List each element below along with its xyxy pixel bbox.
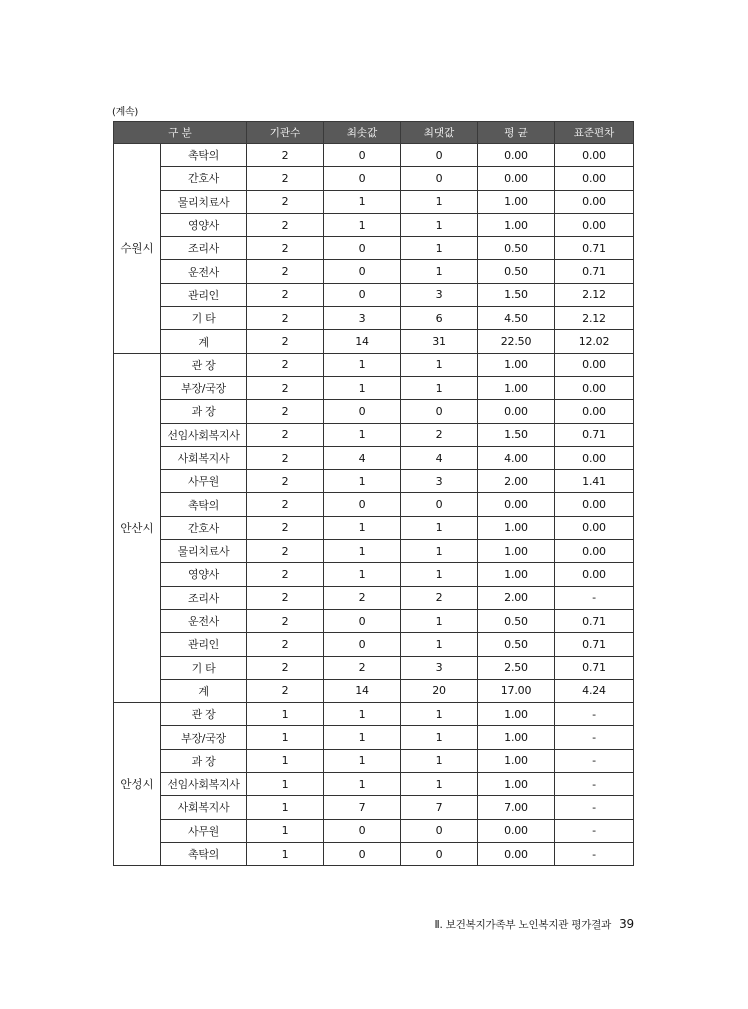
- category-cell: 운전사: [161, 609, 247, 632]
- stddev-cell: 0.00: [555, 493, 634, 516]
- mean-cell: 1.00: [478, 563, 555, 586]
- stddev-cell: 0.00: [555, 144, 634, 167]
- max-cell: 3: [401, 283, 478, 306]
- table-row: [114, 167, 634, 190]
- min-cell: 0: [324, 842, 401, 865]
- institution-count-cell: 1: [247, 796, 324, 819]
- table-row: [114, 353, 634, 376]
- min-cell: 1: [324, 353, 401, 376]
- category-cell: 물리치료사: [161, 540, 247, 563]
- institution-count-cell: 2: [247, 400, 324, 423]
- min-cell: 14: [324, 679, 401, 702]
- max-cell: 0: [401, 819, 478, 842]
- institution-count-cell: 2: [247, 213, 324, 236]
- min-cell: 1: [324, 213, 401, 236]
- institution-count-cell: 2: [247, 446, 324, 469]
- table-row: [114, 749, 634, 772]
- mean-cell: 1.50: [478, 283, 555, 306]
- max-cell: 1: [401, 773, 478, 796]
- mean-cell: 2.00: [478, 470, 555, 493]
- mean-cell: 7.00: [478, 796, 555, 819]
- min-cell: 1: [324, 563, 401, 586]
- mean-cell: 1.00: [478, 213, 555, 236]
- stddev-cell: -: [555, 819, 634, 842]
- table-row: [114, 213, 634, 236]
- mean-cell: 0.00: [478, 819, 555, 842]
- category-cell: 사무원: [161, 470, 247, 493]
- stddev-cell: 2.12: [555, 307, 634, 330]
- min-cell: 2: [324, 586, 401, 609]
- header-category: 구 분: [114, 122, 247, 144]
- institution-count-cell: 2: [247, 237, 324, 260]
- max-cell: 31: [401, 330, 478, 353]
- stddev-cell: 0.00: [555, 213, 634, 236]
- category-cell: 영양사: [161, 563, 247, 586]
- mean-cell: 1.00: [478, 353, 555, 376]
- stddev-cell: -: [555, 703, 634, 726]
- category-cell: 과 장: [161, 749, 247, 772]
- category-cell: 사회복지사: [161, 796, 247, 819]
- mean-cell: 1.00: [478, 540, 555, 563]
- min-cell: 1: [324, 516, 401, 539]
- stddev-cell: 0.00: [555, 353, 634, 376]
- table-row: [114, 773, 634, 796]
- category-cell: 물리치료사: [161, 190, 247, 213]
- stddev-cell: 1.41: [555, 470, 634, 493]
- max-cell: 1: [401, 516, 478, 539]
- institution-count-cell: 2: [247, 540, 324, 563]
- min-cell: 1: [324, 376, 401, 399]
- category-cell: 기 타: [161, 307, 247, 330]
- category-cell: 관리인: [161, 633, 247, 656]
- mean-cell: 1.00: [478, 516, 555, 539]
- min-cell: 1: [324, 423, 401, 446]
- institution-count-cell: 2: [247, 656, 324, 679]
- category-cell: 부장/국장: [161, 376, 247, 399]
- institution-count-cell: 2: [247, 516, 324, 539]
- max-cell: 2: [401, 586, 478, 609]
- institution-count-cell: 2: [247, 353, 324, 376]
- min-cell: 2: [324, 656, 401, 679]
- footer-chapter-title: Ⅱ. 보건복지가족부 노인복지관 평가결과: [434, 919, 612, 931]
- institution-count-cell: 2: [247, 283, 324, 306]
- category-cell: 계: [161, 330, 247, 353]
- mean-cell: 1.00: [478, 703, 555, 726]
- institution-count-cell: 2: [247, 563, 324, 586]
- mean-cell: 4.50: [478, 307, 555, 330]
- max-cell: 1: [401, 703, 478, 726]
- table-row: [114, 470, 634, 493]
- table-row: [114, 586, 634, 609]
- category-cell: 관 장: [161, 353, 247, 376]
- table-row: [114, 283, 634, 306]
- mean-cell: 0.00: [478, 400, 555, 423]
- institution-count-cell: 2: [247, 144, 324, 167]
- institution-count-cell: 2: [247, 423, 324, 446]
- institution-count-cell: 2: [247, 330, 324, 353]
- table-row: [114, 446, 634, 469]
- min-cell: 1: [324, 749, 401, 772]
- min-cell: 0: [324, 400, 401, 423]
- table-row: [114, 633, 634, 656]
- stddev-cell: 0.00: [555, 563, 634, 586]
- category-cell: 사회복지사: [161, 446, 247, 469]
- stddev-cell: -: [555, 586, 634, 609]
- stddev-cell: 0.00: [555, 190, 634, 213]
- table-row: [114, 516, 634, 539]
- mean-cell: 4.00: [478, 446, 555, 469]
- table-row: [114, 260, 634, 283]
- min-cell: 1: [324, 703, 401, 726]
- table-row: [114, 330, 634, 353]
- max-cell: 0: [401, 842, 478, 865]
- max-cell: 0: [401, 144, 478, 167]
- header-institution-count: 기관수: [247, 122, 324, 144]
- max-cell: 6: [401, 307, 478, 330]
- stddev-cell: 0.00: [555, 540, 634, 563]
- mean-cell: 0.50: [478, 260, 555, 283]
- institution-count-cell: 2: [247, 493, 324, 516]
- stddev-cell: 0.71: [555, 237, 634, 260]
- max-cell: 1: [401, 213, 478, 236]
- header-stddev: 표준편차: [555, 122, 634, 144]
- max-cell: 1: [401, 190, 478, 213]
- category-cell: 촉탁의: [161, 144, 247, 167]
- stddev-cell: -: [555, 842, 634, 865]
- max-cell: 4: [401, 446, 478, 469]
- institution-count-cell: 2: [247, 260, 324, 283]
- max-cell: 1: [401, 633, 478, 656]
- category-cell: 선임사회복지사: [161, 423, 247, 446]
- mean-cell: 1.00: [478, 773, 555, 796]
- max-cell: 1: [401, 540, 478, 563]
- stddev-cell: 0.00: [555, 446, 634, 469]
- region-cell: 안성시: [114, 703, 161, 866]
- table-header: [114, 122, 634, 144]
- mean-cell: 22.50: [478, 330, 555, 353]
- institution-count-cell: 2: [247, 609, 324, 632]
- institution-count-cell: 1: [247, 819, 324, 842]
- min-cell: 0: [324, 167, 401, 190]
- table-row: [114, 796, 634, 819]
- mean-cell: 1.00: [478, 726, 555, 749]
- max-cell: 0: [401, 493, 478, 516]
- stddev-cell: 12.02: [555, 330, 634, 353]
- category-cell: 운전사: [161, 260, 247, 283]
- institution-count-cell: 2: [247, 679, 324, 702]
- table-row: [114, 540, 634, 563]
- region-cell: 안산시: [114, 353, 161, 702]
- max-cell: 0: [401, 400, 478, 423]
- institution-count-cell: 2: [247, 633, 324, 656]
- max-cell: 3: [401, 656, 478, 679]
- header-max: 최댓값: [401, 122, 478, 144]
- mean-cell: 0.50: [478, 237, 555, 260]
- min-cell: 1: [324, 470, 401, 493]
- mean-cell: 1.00: [478, 190, 555, 213]
- stddev-cell: 0.00: [555, 376, 634, 399]
- stddev-cell: -: [555, 749, 634, 772]
- table-row: [114, 609, 634, 632]
- table-row: [114, 307, 634, 330]
- category-cell: 조리사: [161, 586, 247, 609]
- institution-count-cell: 2: [247, 167, 324, 190]
- category-cell: 간호사: [161, 516, 247, 539]
- stddev-cell: 4.24: [555, 679, 634, 702]
- max-cell: 1: [401, 563, 478, 586]
- institution-count-cell: 2: [247, 470, 324, 493]
- category-cell: 선임사회복지사: [161, 773, 247, 796]
- table-body: [114, 144, 634, 866]
- stddev-cell: -: [555, 726, 634, 749]
- category-cell: 관 장: [161, 703, 247, 726]
- category-cell: 계: [161, 679, 247, 702]
- page-number: 39: [619, 917, 634, 931]
- page-footer: [435, 917, 634, 932]
- table-row: [114, 423, 634, 446]
- mean-cell: 0.50: [478, 633, 555, 656]
- category-cell: 영양사: [161, 213, 247, 236]
- table-row: [114, 376, 634, 399]
- table-row: [114, 144, 634, 167]
- max-cell: 1: [401, 609, 478, 632]
- mean-cell: 1.50: [478, 423, 555, 446]
- max-cell: 1: [401, 237, 478, 260]
- institution-count-cell: 2: [247, 190, 324, 213]
- mean-cell: 1.00: [478, 376, 555, 399]
- max-cell: 0: [401, 167, 478, 190]
- min-cell: 1: [324, 773, 401, 796]
- continued-label: (계속): [112, 107, 138, 118]
- min-cell: 0: [324, 144, 401, 167]
- stddev-cell: 0.71: [555, 656, 634, 679]
- max-cell: 1: [401, 726, 478, 749]
- region-cell: 수원시: [114, 144, 161, 354]
- institution-count-cell: 1: [247, 749, 324, 772]
- min-cell: 0: [324, 260, 401, 283]
- max-cell: 2: [401, 423, 478, 446]
- stddev-cell: 2.12: [555, 283, 634, 306]
- mean-cell: 0.00: [478, 167, 555, 190]
- table-row: [114, 493, 634, 516]
- institution-count-cell: 1: [247, 726, 324, 749]
- table-row: [114, 237, 634, 260]
- max-cell: 1: [401, 376, 478, 399]
- mean-cell: 0.50: [478, 609, 555, 632]
- min-cell: 0: [324, 283, 401, 306]
- table-row: [114, 842, 634, 865]
- table-row: [114, 400, 634, 423]
- table-row: [114, 656, 634, 679]
- stddev-cell: -: [555, 796, 634, 819]
- header-mean: 평 균: [478, 122, 555, 144]
- max-cell: 7: [401, 796, 478, 819]
- institution-count-cell: 1: [247, 842, 324, 865]
- institution-count-cell: 1: [247, 703, 324, 726]
- stddev-cell: 0.00: [555, 167, 634, 190]
- min-cell: 0: [324, 493, 401, 516]
- min-cell: 0: [324, 609, 401, 632]
- min-cell: 0: [324, 237, 401, 260]
- min-cell: 0: [324, 819, 401, 842]
- mean-cell: 17.00: [478, 679, 555, 702]
- category-cell: 조리사: [161, 237, 247, 260]
- min-cell: 7: [324, 796, 401, 819]
- max-cell: 1: [401, 749, 478, 772]
- stddev-cell: 0.71: [555, 423, 634, 446]
- stddev-cell: 0.71: [555, 609, 634, 632]
- category-cell: 부장/국장: [161, 726, 247, 749]
- min-cell: 0: [324, 633, 401, 656]
- mean-cell: 2.50: [478, 656, 555, 679]
- category-cell: 간호사: [161, 167, 247, 190]
- institution-count-cell: 1: [247, 773, 324, 796]
- mean-cell: 0.00: [478, 493, 555, 516]
- institution-count-cell: 2: [247, 586, 324, 609]
- category-cell: 사무원: [161, 819, 247, 842]
- min-cell: 1: [324, 726, 401, 749]
- category-cell: 기 타: [161, 656, 247, 679]
- table-row: [114, 703, 634, 726]
- header-row: [114, 122, 634, 144]
- staff-statistics-table: [113, 121, 634, 866]
- mean-cell: 2.00: [478, 586, 555, 609]
- table-row: [114, 679, 634, 702]
- stddev-cell: 0.00: [555, 516, 634, 539]
- min-cell: 1: [324, 190, 401, 213]
- institution-count-cell: 2: [247, 307, 324, 330]
- min-cell: 1: [324, 540, 401, 563]
- table-row: [114, 563, 634, 586]
- category-cell: 촉탁의: [161, 842, 247, 865]
- table-row: [114, 819, 634, 842]
- institution-count-cell: 2: [247, 376, 324, 399]
- stddev-cell: 0.71: [555, 260, 634, 283]
- mean-cell: 0.00: [478, 842, 555, 865]
- table-row: [114, 726, 634, 749]
- mean-cell: 0.00: [478, 144, 555, 167]
- header-min: 최솟값: [324, 122, 401, 144]
- table-row: [114, 190, 634, 213]
- category-cell: 과 장: [161, 400, 247, 423]
- max-cell: 20: [401, 679, 478, 702]
- mean-cell: 1.00: [478, 749, 555, 772]
- max-cell: 1: [401, 353, 478, 376]
- min-cell: 14: [324, 330, 401, 353]
- stddev-cell: -: [555, 773, 634, 796]
- stddev-cell: 0.71: [555, 633, 634, 656]
- max-cell: 3: [401, 470, 478, 493]
- category-cell: 촉탁의: [161, 493, 247, 516]
- min-cell: 3: [324, 307, 401, 330]
- stddev-cell: 0.00: [555, 400, 634, 423]
- max-cell: 1: [401, 260, 478, 283]
- category-cell: 관리인: [161, 283, 247, 306]
- min-cell: 4: [324, 446, 401, 469]
